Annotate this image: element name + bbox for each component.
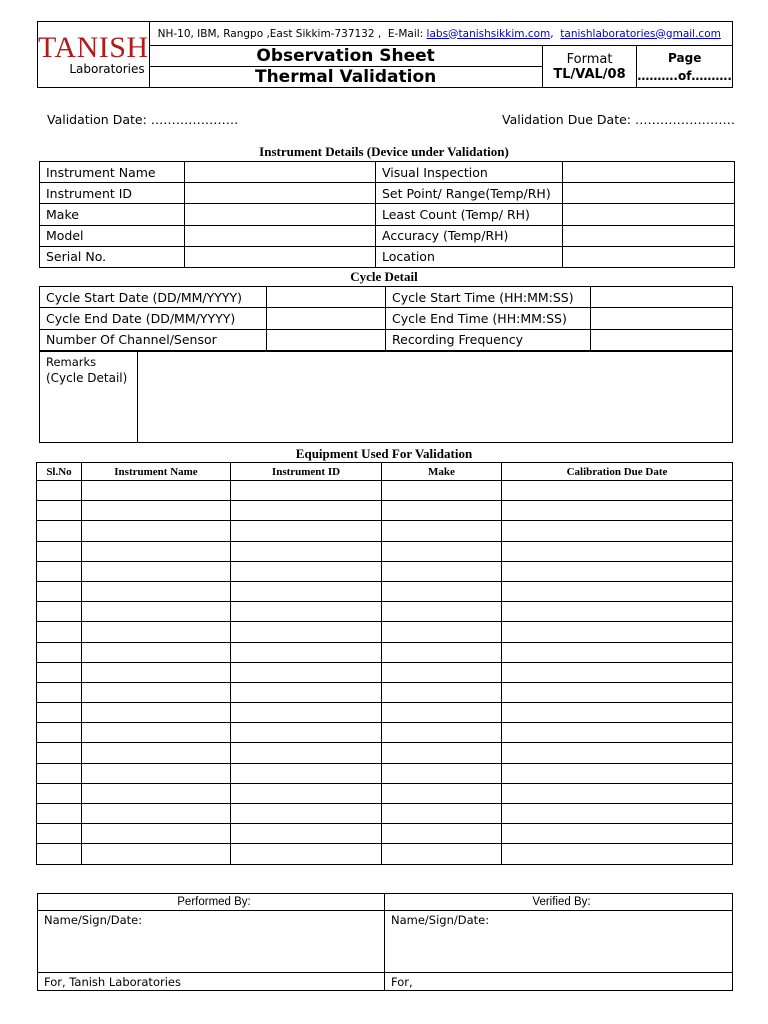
table-cell[interactable] — [37, 581, 82, 601]
table-row — [37, 642, 733, 662]
value-cell[interactable] — [591, 308, 733, 329]
table-cell[interactable] — [82, 703, 231, 723]
page-cell — [637, 46, 733, 88]
table-cell[interactable] — [231, 662, 382, 682]
table-row — [37, 501, 733, 521]
table-cell[interactable] — [382, 804, 502, 824]
instrument-details-table — [39, 161, 735, 268]
table-cell[interactable] — [502, 541, 733, 561]
label-cell: Cycle Start Time (HH:MM:SS) — [386, 287, 591, 308]
remarks-sublabel: (Cycle Detail) — [46, 371, 128, 385]
table-cell[interactable] — [502, 501, 733, 521]
table-row — [37, 662, 733, 682]
table-cell[interactable] — [82, 844, 231, 864]
value-cell[interactable] — [563, 246, 735, 267]
table-cell[interactable] — [382, 642, 502, 662]
table-cell[interactable] — [231, 824, 382, 844]
label-cell: Cycle End Time (HH:MM:SS) — [386, 308, 591, 329]
label-cell: Instrument Name — [40, 162, 185, 183]
table-row — [37, 743, 733, 763]
page-label: Page — [668, 50, 702, 65]
equipment-table — [36, 462, 733, 865]
table-cell[interactable] — [382, 581, 502, 601]
email-label: E-Mail: — [387, 27, 424, 40]
table-cell[interactable] — [231, 763, 382, 783]
logo-subtext: Laboratories — [69, 61, 145, 76]
value-cell[interactable] — [267, 329, 386, 350]
table-cell[interactable] — [502, 521, 733, 541]
label-cell: Accuracy (Temp/RH) — [376, 225, 563, 246]
label-cell: Recording Frequency — [386, 329, 591, 350]
table-cell[interactable] — [37, 804, 82, 824]
table-cell[interactable] — [231, 541, 382, 561]
table-cell[interactable] — [82, 804, 231, 824]
table-cell[interactable] — [231, 481, 382, 501]
label-cell: Set Point/ Range(Temp/RH) — [376, 183, 563, 204]
page-value: ……….of………. — [637, 68, 732, 83]
table-row — [37, 723, 733, 743]
table-cell[interactable] — [82, 743, 231, 763]
value-cell[interactable] — [185, 225, 376, 246]
table-cell[interactable] — [231, 783, 382, 803]
table-row — [37, 844, 733, 864]
page-subtitle: Thermal Validation — [149, 67, 542, 88]
table-cell[interactable] — [37, 662, 82, 682]
header-table — [37, 21, 733, 88]
label-cell: Make — [40, 204, 185, 225]
table-cell[interactable] — [82, 824, 231, 844]
table-cell[interactable] — [382, 662, 502, 682]
table-row — [37, 763, 733, 783]
table-cell[interactable] — [382, 703, 502, 723]
table-cell[interactable] — [82, 602, 231, 622]
table-row — [37, 622, 733, 642]
label-cell: Serial No. — [40, 246, 185, 267]
remarks-field[interactable] — [138, 352, 733, 443]
table-cell[interactable] — [382, 682, 502, 702]
page-title: Observation Sheet — [149, 46, 542, 67]
table-cell[interactable] — [37, 481, 82, 501]
value-cell[interactable] — [185, 162, 376, 183]
table-row — [37, 541, 733, 561]
table-cell[interactable] — [37, 602, 82, 622]
equipment-rows — [37, 481, 733, 865]
email-separator: , — [550, 27, 554, 40]
table-cell[interactable] — [231, 561, 382, 581]
table-cell[interactable] — [502, 723, 733, 743]
table-cell[interactable] — [382, 824, 502, 844]
label-cell: Cycle Start Date (DD/MM/YYYY) — [40, 287, 267, 308]
table-cell[interactable] — [502, 642, 733, 662]
table-cell[interactable] — [502, 682, 733, 702]
value-cell[interactable] — [563, 162, 735, 183]
table-cell[interactable] — [231, 682, 382, 702]
table-cell[interactable] — [37, 682, 82, 702]
address-text: NH-10, IBM, Rangpo ,East Sikkim-737132 , — [157, 27, 382, 40]
table-cell[interactable] — [231, 602, 382, 622]
table-row — [37, 783, 733, 803]
name-sign-date-label: Name/Sign/Date: — [391, 913, 490, 927]
table-cell[interactable] — [231, 844, 382, 864]
remarks-table — [39, 351, 733, 443]
value-cell[interactable] — [267, 287, 386, 308]
table-cell[interactable] — [382, 723, 502, 743]
table-row — [37, 703, 733, 723]
table-cell[interactable] — [382, 783, 502, 803]
table-cell[interactable] — [231, 581, 382, 601]
table-row — [37, 521, 733, 541]
table-cell[interactable] — [37, 783, 82, 803]
table-row — [37, 602, 733, 622]
table-cell[interactable] — [37, 763, 82, 783]
table-cell[interactable] — [502, 824, 733, 844]
value-cell[interactable] — [563, 204, 735, 225]
value-cell[interactable] — [591, 329, 733, 350]
for-left: For, Tanish Laboratories — [38, 973, 385, 991]
table-cell[interactable] — [231, 521, 382, 541]
table-row — [37, 824, 733, 844]
table-cell[interactable] — [82, 622, 231, 642]
table-cell[interactable] — [382, 844, 502, 864]
logo-text: TANISH — [38, 30, 149, 64]
table-cell[interactable] — [37, 561, 82, 581]
table-cell[interactable] — [231, 642, 382, 662]
table-cell[interactable] — [82, 481, 231, 501]
table-cell[interactable] — [82, 521, 231, 541]
cycle-detail-title: Cycle Detail — [350, 269, 418, 284]
verified-sign-field[interactable] — [385, 911, 733, 973]
format-code: TL/VAL/08 — [553, 66, 626, 82]
table-cell[interactable] — [382, 763, 502, 783]
column-header: Calibration Due Date — [502, 463, 733, 481]
table-cell[interactable] — [502, 561, 733, 581]
table-cell[interactable] — [502, 662, 733, 682]
table-cell[interactable] — [37, 541, 82, 561]
table-cell[interactable] — [502, 581, 733, 601]
value-cell[interactable] — [563, 225, 735, 246]
table-cell[interactable] — [37, 501, 82, 521]
table-cell[interactable] — [382, 743, 502, 763]
table-cell[interactable] — [82, 763, 231, 783]
table-cell[interactable] — [382, 602, 502, 622]
format-label: Format — [566, 51, 613, 67]
format-cell — [542, 46, 637, 88]
table-cell[interactable] — [82, 682, 231, 702]
table-cell[interactable] — [231, 723, 382, 743]
logo — [38, 22, 150, 88]
table-cell[interactable] — [382, 561, 502, 581]
table-cell[interactable] — [82, 561, 231, 581]
cycle-detail-table — [39, 286, 733, 351]
value-cell[interactable] — [185, 246, 376, 267]
table-row — [37, 481, 733, 501]
table-cell[interactable] — [37, 622, 82, 642]
table-cell[interactable] — [82, 581, 231, 601]
table-row — [37, 561, 733, 581]
email-link-2[interactable]: tanishlaboratories@gmail.com — [560, 27, 721, 40]
table-cell[interactable] — [502, 844, 733, 864]
table-cell[interactable] — [82, 501, 231, 521]
performed-sign-field[interactable] — [38, 911, 385, 973]
table-cell[interactable] — [502, 763, 733, 783]
table-cell[interactable] — [37, 824, 82, 844]
table-cell[interactable] — [382, 481, 502, 501]
table-cell[interactable] — [82, 783, 231, 803]
remarks-label: Remarks — [46, 355, 97, 369]
table-cell[interactable] — [231, 622, 382, 642]
signature-table — [37, 893, 733, 991]
table-cell[interactable] — [82, 723, 231, 743]
name-sign-date-label: Name/Sign/Date: — [44, 913, 143, 927]
table-cell[interactable] — [502, 622, 733, 642]
value-cell[interactable] — [185, 204, 376, 225]
column-header: Sl.No — [37, 463, 82, 481]
table-cell[interactable] — [37, 743, 82, 763]
table-cell[interactable] — [82, 541, 231, 561]
address-line — [149, 22, 732, 46]
table-cell[interactable] — [382, 521, 502, 541]
table-cell[interactable] — [37, 642, 82, 662]
validation-date: Validation Date: ………………… — [47, 112, 239, 127]
table-row — [37, 581, 733, 601]
table-cell[interactable] — [82, 662, 231, 682]
for-right: For, — [385, 973, 733, 991]
table-cell[interactable] — [37, 521, 82, 541]
table-row — [37, 804, 733, 824]
performed-by-label: Performed By: — [38, 894, 385, 911]
table-cell[interactable] — [502, 804, 733, 824]
label-cell: Instrument ID — [40, 183, 185, 204]
table-cell[interactable] — [37, 723, 82, 743]
table-cell[interactable] — [382, 622, 502, 642]
table-row — [37, 682, 733, 702]
value-cell[interactable] — [563, 183, 735, 204]
table-cell[interactable] — [231, 703, 382, 723]
table-cell[interactable] — [231, 743, 382, 763]
table-cell[interactable] — [37, 703, 82, 723]
verified-by-label: Verified By: — [385, 894, 733, 911]
label-cell: Least Count (Temp/ RH) — [376, 204, 563, 225]
validation-due-date: Validation Due Date: …………………… — [502, 112, 735, 127]
value-cell[interactable] — [267, 308, 386, 329]
value-cell[interactable] — [591, 287, 733, 308]
label-cell: Location — [376, 246, 563, 267]
column-header: Instrument Name — [82, 463, 231, 481]
table-cell[interactable] — [502, 481, 733, 501]
table-cell[interactable] — [502, 743, 733, 763]
remarks-label-cell — [40, 352, 138, 443]
table-cell[interactable] — [37, 844, 82, 864]
table-cell[interactable] — [502, 703, 733, 723]
table-cell[interactable] — [382, 501, 502, 521]
table-cell[interactable] — [82, 642, 231, 662]
label-cell: Model — [40, 225, 185, 246]
table-cell[interactable] — [382, 541, 502, 561]
label-cell: Cycle End Date (DD/MM/YYYY) — [40, 308, 267, 329]
value-cell[interactable] — [185, 183, 376, 204]
label-cell: Number Of Channel/Sensor — [40, 329, 267, 350]
instrument-details-title: Instrument Details (Device under Validation) — [259, 144, 509, 159]
equipment-title: Equipment Used For Validation — [295, 446, 473, 461]
label-cell: Visual Inspection — [376, 162, 563, 183]
table-cell[interactable] — [502, 783, 733, 803]
column-header: Make — [382, 463, 502, 481]
email-link-1[interactable]: labs@tanishsikkim.com — [426, 27, 551, 40]
table-cell[interactable] — [502, 602, 733, 622]
table-cell[interactable] — [231, 804, 382, 824]
table-cell[interactable] — [231, 501, 382, 521]
column-header: Instrument ID — [231, 463, 382, 481]
